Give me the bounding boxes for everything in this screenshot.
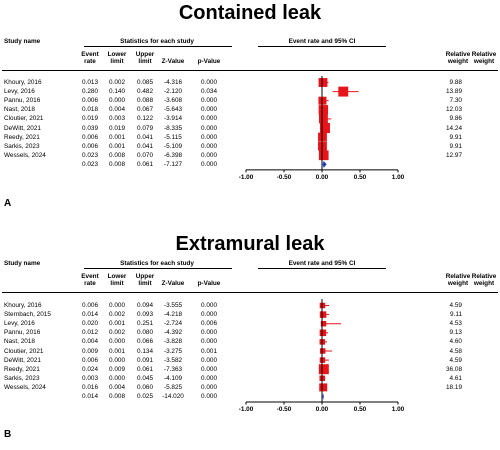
relative-weight: 18.19 (446, 383, 462, 391)
pooled-diamond (323, 161, 327, 168)
study-name: Khoury, 2016 (4, 79, 42, 86)
p-value: 0.000 (201, 124, 217, 132)
event-rate: 0.013 (82, 79, 98, 86)
pooled-z-value: -7.127 (163, 160, 183, 168)
z-value: -3.828 (163, 338, 183, 346)
upper-limit: 0.080 (137, 329, 153, 337)
relative-weight: 9.91 (449, 142, 462, 150)
upper-limit: 0.045 (137, 374, 153, 382)
z-value: -5.109 (163, 142, 183, 150)
relative-weight: 4.59 (449, 356, 462, 364)
x-tick-label: 0.00 (315, 173, 329, 181)
pooled-upper-limit: 0.061 (137, 160, 153, 168)
p-value: 0.000 (201, 142, 217, 150)
study-name: Cloutier, 2021 (4, 347, 44, 355)
p-value: 0.000 (201, 311, 217, 319)
p-value: 0.000 (201, 365, 217, 373)
p-value: 0.000 (201, 374, 217, 382)
header-study-name: Study name (4, 260, 41, 267)
lower-limit: 0.004 (109, 106, 125, 114)
forest-panel-b (0, 225, 500, 450)
header-relative-weight: Relative (445, 273, 471, 280)
upper-limit: 0.134 (137, 347, 153, 355)
p-value: 0.000 (201, 151, 217, 159)
x-tick-label: 1.00 (391, 406, 405, 413)
event-rate: 0.006 (82, 356, 98, 364)
z-value: -4.392 (163, 329, 183, 337)
z-value: -3.582 (163, 356, 183, 364)
upper-limit: 0.070 (137, 151, 153, 159)
z-value: -2.120 (163, 88, 183, 96)
upper-limit: 0.079 (137, 124, 153, 132)
upper-limit: 0.041 (137, 133, 153, 141)
upper-limit: 0.482 (137, 88, 153, 96)
header-relative-weight-2: Relative (471, 51, 497, 58)
header-p-value: p-Value (197, 280, 221, 287)
pooled-z-value: -14.020 (162, 393, 184, 400)
panel-title: Contained leak (178, 2, 322, 24)
lower-limit: 0.009 (109, 365, 125, 373)
study-marker (319, 383, 327, 391)
event-rate: 0.014 (82, 311, 98, 319)
relative-weight: 9.88 (449, 79, 462, 86)
upper-limit: 0.041 (137, 142, 153, 150)
x-tick-label: -1.00 (238, 173, 254, 181)
p-value: 0.000 (201, 356, 217, 364)
event-rate: 0.009 (82, 347, 98, 355)
p-value: 0.000 (201, 133, 217, 141)
z-value: -8.335 (163, 124, 183, 132)
header-lower: limit (110, 280, 124, 287)
panel-letter: B (4, 429, 12, 440)
relative-weight: 9.13 (449, 329, 462, 337)
header-z-value: Z-Value (161, 58, 185, 65)
header-lower: Lower (107, 273, 127, 280)
event-rate: 0.023 (82, 151, 98, 159)
lower-limit: 0.000 (109, 338, 125, 346)
upper-limit: 0.122 (137, 115, 153, 123)
pooled-p-value: 0.000 (201, 393, 217, 400)
study-name: Wessels, 2024 (4, 383, 46, 391)
event-rate: 0.012 (82, 329, 98, 337)
x-tick-label: -1.00 (238, 406, 254, 413)
header-stats-group: Statistics for each study (120, 38, 194, 45)
upper-limit: 0.091 (137, 356, 153, 364)
header-lower: Lower (107, 51, 127, 58)
relative-weight: 4.58 (449, 347, 462, 355)
upper-limit: 0.085 (137, 79, 153, 86)
study-name: Sternbach, 2015 (4, 311, 51, 319)
header-relative-weight: weight (447, 58, 469, 65)
study-marker (338, 87, 348, 97)
z-value: -7.363 (163, 365, 183, 373)
study-name: Khoury, 2016 (4, 302, 42, 309)
pooled-p-value: 0.000 (201, 160, 217, 168)
study-marker (319, 105, 328, 114)
z-value: -4.109 (163, 374, 183, 382)
x-tick-label: -0.50 (276, 173, 292, 181)
lower-limit: 0.000 (109, 374, 125, 382)
lower-limit: 0.140 (109, 88, 125, 96)
study-marker (320, 330, 327, 337)
event-rate: 0.024 (82, 365, 98, 373)
z-value: -5.115 (164, 133, 182, 141)
z-value: -3.275 (163, 347, 183, 355)
panel-title: Extramural leak (175, 233, 325, 255)
study-name: Pannu, 2016 (4, 97, 41, 105)
header-lower: limit (110, 58, 124, 65)
header-relative-weight: Relative (445, 51, 471, 58)
header-event_rate: rate (84, 280, 96, 287)
study-name: Levy, 2016 (4, 320, 35, 328)
p-value: 0.034 (201, 88, 217, 96)
study-name: Reedy, 2021 (4, 133, 40, 141)
study-name: Nast, 2018 (4, 106, 35, 114)
event-rate: 0.006 (82, 97, 98, 105)
p-value: 0.006 (201, 320, 217, 328)
pooled-upper-limit: 0.025 (137, 393, 153, 400)
relative-weight: 4.59 (449, 302, 462, 309)
pooled-lower-limit: 0.008 (109, 160, 125, 168)
forest-plot-svg (0, 225, 500, 450)
z-value: -3.608 (163, 97, 183, 105)
upper-limit: 0.066 (137, 338, 153, 346)
p-value: 0.000 (201, 115, 217, 123)
pooled-lower-limit: 0.008 (109, 393, 125, 400)
study-name: Nast, 2018 (4, 338, 35, 346)
event-rate: 0.039 (82, 124, 98, 132)
pooled-event-rate: 0.023 (82, 160, 98, 168)
z-value: -5.825 (163, 383, 183, 391)
p-value: 0.000 (201, 338, 217, 346)
pooled-event-rate: 0.014 (82, 393, 98, 400)
lower-limit: 0.002 (109, 311, 125, 319)
relative-weight: 9.86 (449, 115, 462, 123)
study-name: DeWitt, 2021 (4, 356, 41, 364)
z-value: -4.316 (163, 79, 183, 86)
upper-limit: 0.093 (137, 311, 153, 319)
study-marker (320, 348, 325, 353)
panel-letter: A (4, 198, 12, 209)
study-name: DeWitt, 2021 (4, 124, 41, 132)
header-event_rate: Event (81, 273, 99, 280)
lower-limit: 0.004 (109, 383, 125, 391)
study-name: Levy, 2016 (4, 88, 35, 96)
lower-limit: 0.000 (109, 356, 125, 364)
p-value: 0.000 (201, 383, 217, 391)
event-rate: 0.018 (82, 106, 98, 114)
lower-limit: 0.019 (109, 124, 125, 132)
x-tick-label: 0.50 (353, 406, 367, 413)
header-upper: Upper (135, 273, 155, 280)
x-tick-label: -0.50 (276, 406, 292, 413)
x-tick-label: 1.00 (391, 173, 405, 181)
header-relative-weight-2: weight (473, 280, 495, 287)
event-rate: 0.280 (82, 88, 98, 96)
p-value: 0.000 (201, 97, 217, 105)
study-name: Sarkis, 2023 (4, 374, 40, 382)
study-name: Wessels, 2024 (4, 151, 46, 159)
upper-limit: 0.061 (137, 365, 153, 373)
header-plot-group: Event rate and 95% CI (288, 38, 356, 45)
event-rate: 0.020 (82, 320, 98, 328)
event-rate: 0.004 (82, 338, 98, 346)
study-marker (320, 123, 330, 133)
relative-weight: 9.91 (449, 133, 462, 141)
event-rate: 0.006 (82, 142, 98, 150)
header-upper: limit (138, 58, 152, 65)
header-relative-weight-2: Relative (471, 273, 497, 280)
header-event_rate: Event (81, 51, 99, 58)
p-value: 0.000 (201, 329, 217, 337)
study-marker (320, 311, 327, 318)
event-rate: 0.006 (82, 133, 98, 141)
header-plot-group: Event rate and 95% CI (288, 260, 356, 267)
lower-limit: 0.001 (109, 133, 125, 141)
header-upper: Upper (135, 51, 155, 58)
header-stats-group: Statistics for each study (120, 260, 194, 267)
lower-limit: 0.001 (109, 142, 125, 150)
z-value: -6.398 (163, 151, 183, 159)
study-name: Cloutier, 2021 (4, 115, 44, 123)
lower-limit: 0.000 (109, 302, 125, 309)
upper-limit: 0.094 (137, 302, 153, 309)
lower-limit: 0.000 (109, 97, 125, 105)
study-name: Pannu, 2016 (4, 329, 41, 337)
event-rate: 0.006 (82, 302, 98, 309)
relative-weight: 12.03 (446, 106, 462, 114)
lower-limit: 0.002 (109, 329, 125, 337)
lower-limit: 0.002 (109, 79, 125, 86)
relative-weight: 4.53 (449, 320, 462, 328)
event-rate: 0.019 (82, 115, 98, 123)
lower-limit: 0.008 (109, 151, 125, 159)
header-p-value: p-Value (197, 58, 221, 65)
upper-limit: 0.251 (137, 320, 153, 328)
z-value: -4.218 (163, 311, 183, 319)
upper-limit: 0.060 (137, 383, 153, 391)
upper-limit: 0.067 (137, 106, 153, 114)
header-relative-weight-2: weight (473, 58, 495, 65)
x-tick-label: 0.50 (353, 173, 367, 181)
z-value: -2.724 (163, 320, 183, 328)
study-marker (319, 150, 329, 160)
relative-weight: 13.89 (446, 88, 462, 96)
header-event_rate: rate (84, 58, 96, 65)
relative-weight: 36.08 (446, 365, 462, 373)
relative-weight: 7.30 (449, 97, 462, 105)
relative-weight: 4.61 (449, 374, 462, 382)
relative-weight: 4.60 (449, 338, 462, 346)
study-name: Reedy, 2021 (4, 365, 40, 373)
relative-weight: 12.97 (446, 151, 462, 159)
study-marker (319, 114, 328, 123)
header-z-value: Z-Value (161, 280, 185, 287)
relative-weight: 9.11 (450, 311, 462, 319)
study-marker (319, 364, 329, 374)
p-value: 0.000 (201, 79, 217, 86)
relative-weight: 14.24 (446, 124, 462, 132)
lower-limit: 0.001 (109, 347, 125, 355)
study-marker (319, 78, 328, 87)
x-tick-label: 0.00 (315, 406, 329, 413)
lower-limit: 0.003 (109, 115, 125, 123)
p-value: 0.000 (201, 302, 217, 309)
header-study-name: Study name (4, 38, 41, 45)
p-value: 0.001 (201, 347, 217, 355)
pooled-diamond (323, 393, 324, 400)
p-value: 0.000 (201, 106, 217, 114)
z-value: -3.555 (163, 302, 183, 309)
z-value: -5.643 (163, 106, 183, 114)
upper-limit: 0.088 (137, 97, 153, 105)
event-rate: 0.003 (82, 374, 98, 382)
header-upper: limit (138, 280, 152, 287)
study-name: Sarkis, 2023 (4, 142, 40, 150)
lower-limit: 0.001 (109, 320, 125, 328)
z-value: -3.914 (163, 115, 183, 123)
event-rate: 0.016 (82, 383, 98, 391)
header-relative-weight: weight (447, 280, 469, 287)
